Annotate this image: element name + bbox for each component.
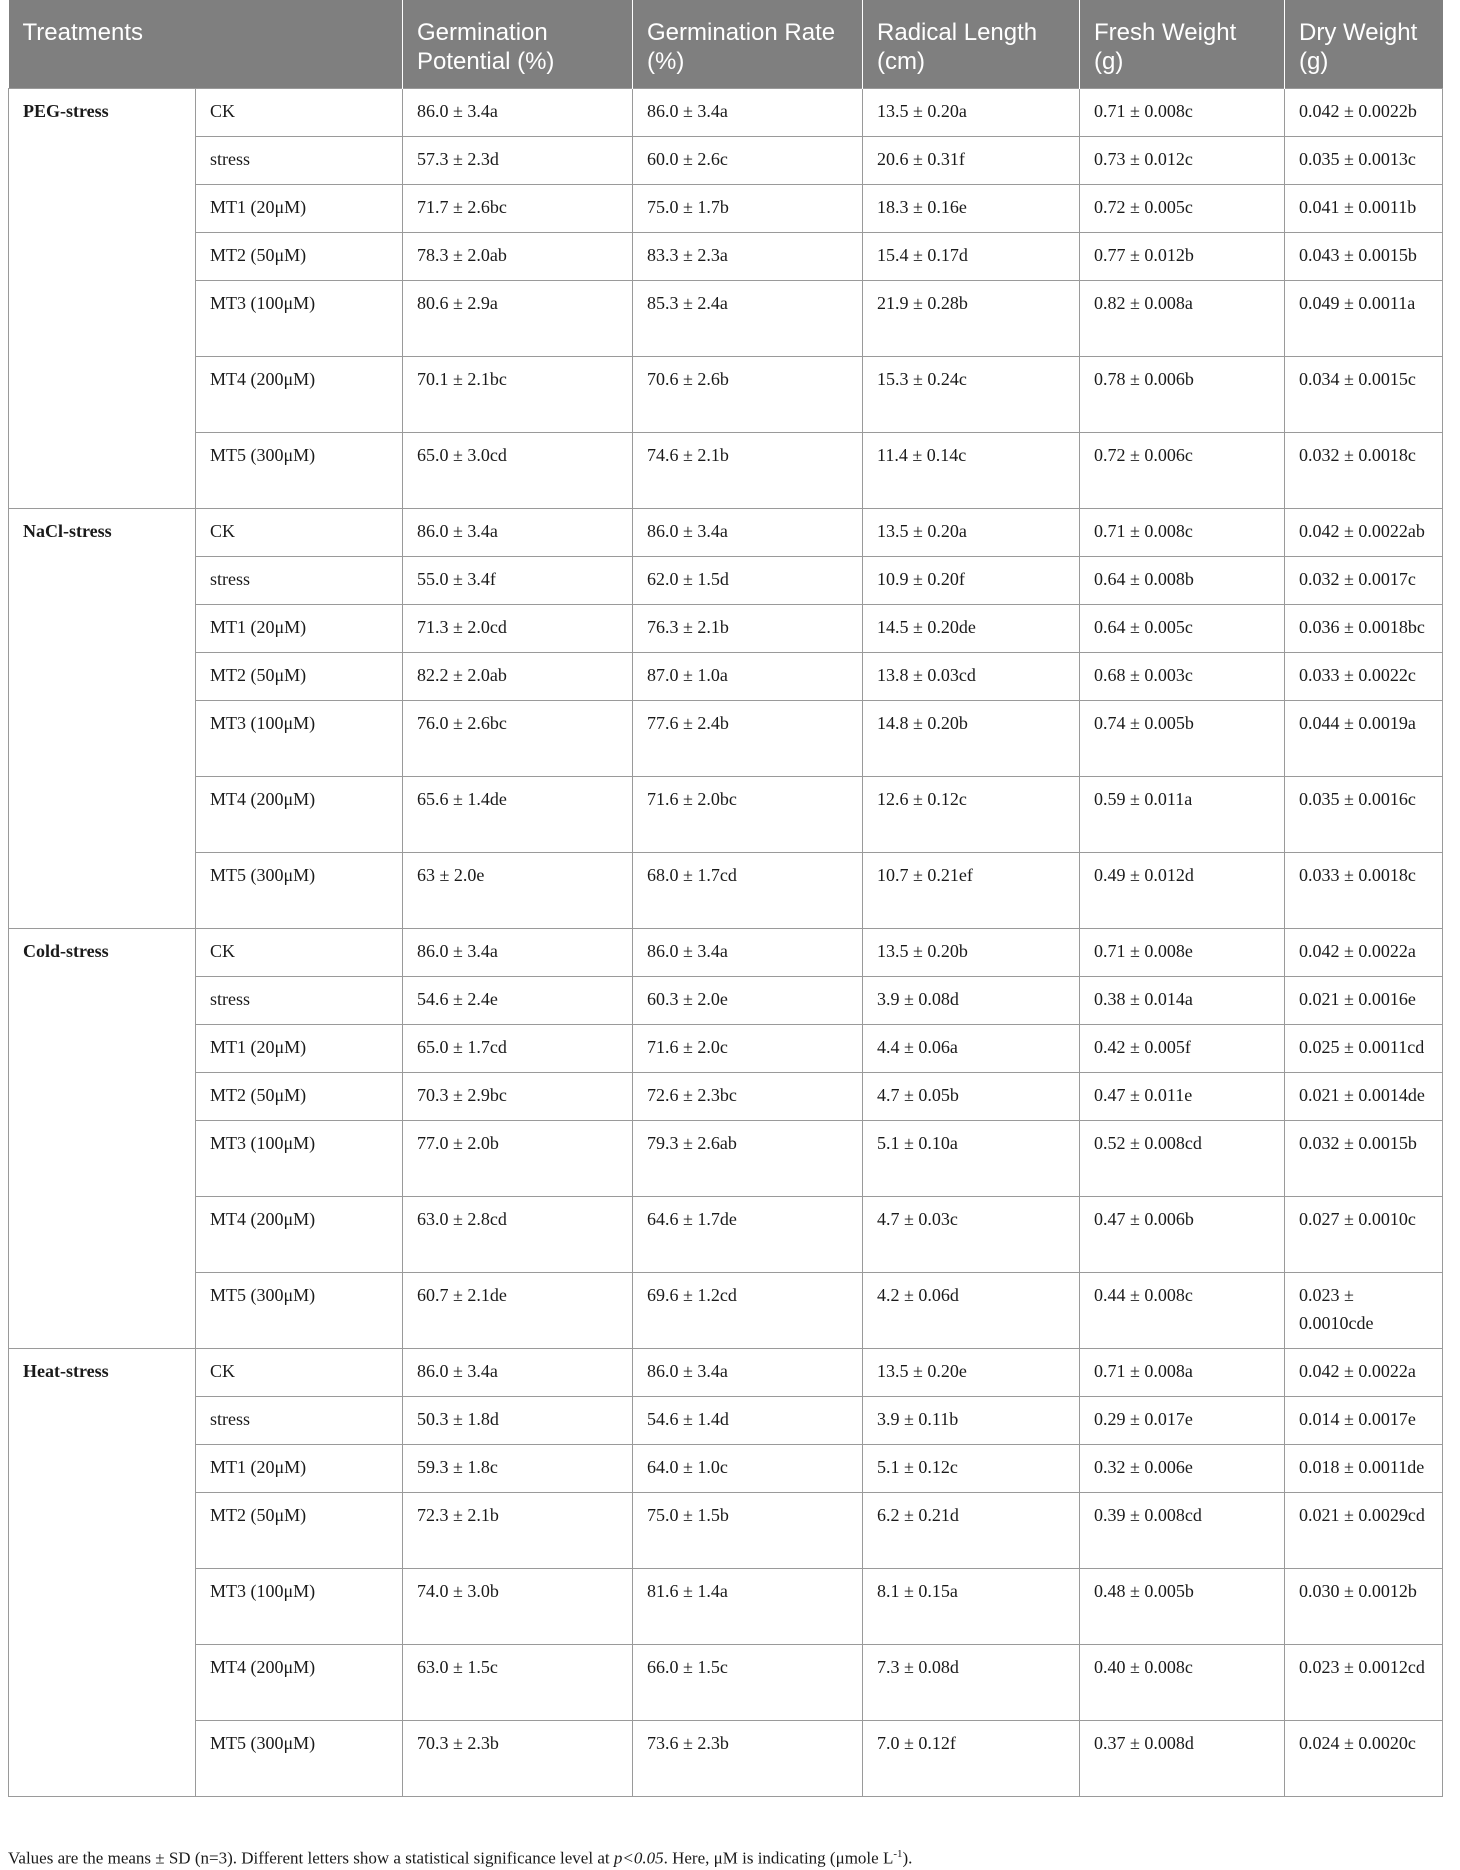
gp-cell: 55.0 ± 3.4f <box>403 556 633 604</box>
rl-cell: 20.6 ± 0.31f <box>863 136 1080 184</box>
gr-cell: 72.6 ± 2.3bc <box>633 1072 863 1120</box>
fw-cell: 0.72 ± 0.006c <box>1080 432 1285 508</box>
gp-cell: 70.3 ± 2.9bc <box>403 1072 633 1120</box>
results-table-container <box>8 0 1442 1797</box>
fw-cell: 0.37 ± 0.008d <box>1080 1720 1285 1796</box>
gr-cell: 83.3 ± 2.3a <box>633 232 863 280</box>
table-row <box>9 136 1443 184</box>
rl-cell: 12.6 ± 0.12c <box>863 776 1080 852</box>
gr-cell: 71.6 ± 2.0bc <box>633 776 863 852</box>
rl-cell: 3.9 ± 0.08d <box>863 976 1080 1024</box>
treatment-cell: MT4 (200μM) <box>196 776 403 852</box>
table-header <box>9 0 1443 88</box>
footnote-text-2: . Here, μM is indicating (μmole L <box>663 1848 894 1868</box>
gr-cell: 54.6 ± 1.4d <box>633 1396 863 1444</box>
table-row <box>9 1444 1443 1492</box>
rl-cell: 10.7 ± 0.21ef <box>863 852 1080 928</box>
gp-cell: 86.0 ± 3.4a <box>403 88 633 136</box>
dw-cell: 0.021 ± 0.0029cd <box>1285 1492 1443 1568</box>
table-row <box>9 432 1443 508</box>
treatment-cell: MT3 (100μM) <box>196 1120 403 1196</box>
rl-cell: 15.4 ± 0.17d <box>863 232 1080 280</box>
table-row <box>9 1644 1443 1720</box>
rl-cell: 6.2 ± 0.21d <box>863 1492 1080 1568</box>
treatment-cell: MT5 (300μM) <box>196 1720 403 1796</box>
footnote-text-1: Values are the means ± SD (n=3). Different letters show a statistical significance level at <box>8 1848 614 1868</box>
gp-cell: 76.0 ± 2.6bc <box>403 700 633 776</box>
fw-cell: 0.71 ± 0.008c <box>1080 88 1285 136</box>
gr-cell: 81.6 ± 1.4a <box>633 1568 863 1644</box>
dw-cell: 0.044 ± 0.0019a <box>1285 700 1443 776</box>
dw-cell: 0.021 ± 0.0014de <box>1285 1072 1443 1120</box>
table-row <box>9 700 1443 776</box>
rl-cell: 18.3 ± 0.16e <box>863 184 1080 232</box>
header-germination-potential: Germination Potential (%) <box>403 0 633 88</box>
header-treatments: Treatments <box>9 0 403 88</box>
dw-cell: 0.034 ± 0.0015c <box>1285 356 1443 432</box>
fw-cell: 0.40 ± 0.008c <box>1080 1644 1285 1720</box>
treatment-cell: MT2 (50μM) <box>196 1072 403 1120</box>
gr-cell: 86.0 ± 3.4a <box>633 928 863 976</box>
rl-cell: 13.5 ± 0.20e <box>863 1348 1080 1396</box>
fw-cell: 0.71 ± 0.008a <box>1080 1348 1285 1396</box>
treatment-cell: MT2 (50μM) <box>196 232 403 280</box>
gr-cell: 79.3 ± 2.6ab <box>633 1120 863 1196</box>
gp-cell: 86.0 ± 3.4a <box>403 928 633 976</box>
table-row <box>9 1396 1443 1444</box>
treatment-cell: stress <box>196 556 403 604</box>
treatment-cell: MT3 (100μM) <box>196 700 403 776</box>
dw-cell: 0.023 ± 0.0012cd <box>1285 1644 1443 1720</box>
treatment-cell: CK <box>196 1348 403 1396</box>
gp-cell: 54.6 ± 2.4e <box>403 976 633 1024</box>
gp-cell: 77.0 ± 2.0b <box>403 1120 633 1196</box>
fw-cell: 0.39 ± 0.008cd <box>1080 1492 1285 1568</box>
gr-cell: 69.6 ± 1.2cd <box>633 1272 863 1348</box>
gr-cell: 64.6 ± 1.7de <box>633 1196 863 1272</box>
table-row <box>9 776 1443 852</box>
gr-cell: 68.0 ± 1.7cd <box>633 852 863 928</box>
dw-cell: 0.035 ± 0.0016c <box>1285 776 1443 852</box>
fw-cell: 0.82 ± 0.008a <box>1080 280 1285 356</box>
treatment-cell: CK <box>196 928 403 976</box>
results-table <box>8 0 1443 1797</box>
treatment-cell: CK <box>196 508 403 556</box>
gr-cell: 75.0 ± 1.7b <box>633 184 863 232</box>
dw-cell: 0.043 ± 0.0015b <box>1285 232 1443 280</box>
table-row <box>9 356 1443 432</box>
fw-cell: 0.38 ± 0.014a <box>1080 976 1285 1024</box>
dw-cell: 0.024 ± 0.0020c <box>1285 1720 1443 1796</box>
treatment-cell: MT4 (200μM) <box>196 1196 403 1272</box>
table-row <box>9 1348 1443 1396</box>
rl-cell: 13.5 ± 0.20b <box>863 928 1080 976</box>
table-row <box>9 1272 1443 1348</box>
fw-cell: 0.77 ± 0.012b <box>1080 232 1285 280</box>
group-label: Cold-stress <box>9 928 196 1348</box>
fw-cell: 0.64 ± 0.008b <box>1080 556 1285 604</box>
rl-cell: 5.1 ± 0.10a <box>863 1120 1080 1196</box>
gr-cell: 62.0 ± 1.5d <box>633 556 863 604</box>
header-radical-length: Radical Length (cm) <box>863 0 1080 88</box>
footnote-superscript: -1 <box>893 1848 903 1860</box>
table-row <box>9 928 1443 976</box>
fw-cell: 0.71 ± 0.008c <box>1080 508 1285 556</box>
dw-cell: 0.049 ± 0.0011a <box>1285 280 1443 356</box>
fw-cell: 0.48 ± 0.005b <box>1080 1568 1285 1644</box>
fw-cell: 0.49 ± 0.012d <box>1080 852 1285 928</box>
treatment-cell: MT1 (20μM) <box>196 604 403 652</box>
table-body <box>9 88 1443 1796</box>
rl-cell: 7.3 ± 0.08d <box>863 1644 1080 1720</box>
rl-cell: 13.8 ± 0.03cd <box>863 652 1080 700</box>
dw-cell: 0.014 ± 0.0017e <box>1285 1396 1443 1444</box>
rl-cell: 10.9 ± 0.20f <box>863 556 1080 604</box>
footnote-p-value: p<0.05 <box>613 1848 664 1868</box>
dw-cell: 0.021 ± 0.0016e <box>1285 976 1443 1024</box>
gr-cell: 64.0 ± 1.0c <box>633 1444 863 1492</box>
dw-cell: 0.018 ± 0.0011de <box>1285 1444 1443 1492</box>
rl-cell: 4.7 ± 0.03c <box>863 1196 1080 1272</box>
rl-cell: 21.9 ± 0.28b <box>863 280 1080 356</box>
treatment-cell: MT1 (20μM) <box>196 1024 403 1072</box>
dw-cell: 0.042 ± 0.0022a <box>1285 928 1443 976</box>
gp-cell: 65.0 ± 3.0cd <box>403 432 633 508</box>
footnote-text-3: ). <box>902 1848 913 1868</box>
gp-cell: 80.6 ± 2.9a <box>403 280 633 356</box>
dw-cell: 0.032 ± 0.0015b <box>1285 1120 1443 1196</box>
fw-cell: 0.59 ± 0.011a <box>1080 776 1285 852</box>
treatment-cell: MT3 (100μM) <box>196 1568 403 1644</box>
table-row <box>9 1568 1443 1644</box>
dw-cell: 0.032 ± 0.0018c <box>1285 432 1443 508</box>
treatment-cell: MT3 (100μM) <box>196 280 403 356</box>
rl-cell: 7.0 ± 0.12f <box>863 1720 1080 1796</box>
gp-cell: 71.3 ± 2.0cd <box>403 604 633 652</box>
treatment-cell: MT2 (50μM) <box>196 1492 403 1568</box>
rl-cell: 8.1 ± 0.15a <box>863 1568 1080 1644</box>
fw-cell: 0.64 ± 0.005c <box>1080 604 1285 652</box>
gr-cell: 87.0 ± 1.0a <box>633 652 863 700</box>
gr-cell: 71.6 ± 2.0c <box>633 1024 863 1072</box>
gp-cell: 60.7 ± 2.1de <box>403 1272 633 1348</box>
gp-cell: 57.3 ± 2.3d <box>403 136 633 184</box>
fw-cell: 0.42 ± 0.005f <box>1080 1024 1285 1072</box>
gp-cell: 82.2 ± 2.0ab <box>403 652 633 700</box>
table-row <box>9 1024 1443 1072</box>
treatment-cell: MT1 (20μM) <box>196 184 403 232</box>
group-label: PEG-stress <box>9 88 196 508</box>
table-row <box>9 232 1443 280</box>
rl-cell: 3.9 ± 0.11b <box>863 1396 1080 1444</box>
dw-cell: 0.036 ± 0.0018bc <box>1285 604 1443 652</box>
fw-cell: 0.71 ± 0.008e <box>1080 928 1285 976</box>
fw-cell: 0.52 ± 0.008cd <box>1080 1120 1285 1196</box>
gr-cell: 66.0 ± 1.5c <box>633 1644 863 1720</box>
dw-cell: 0.033 ± 0.0018c <box>1285 852 1443 928</box>
treatment-cell: MT2 (50μM) <box>196 652 403 700</box>
fw-cell: 0.47 ± 0.011e <box>1080 1072 1285 1120</box>
table-row <box>9 88 1443 136</box>
header-germination-rate: Germination Rate (%) <box>633 0 863 88</box>
rl-cell: 15.3 ± 0.24c <box>863 356 1080 432</box>
dw-cell: 0.041 ± 0.0011b <box>1285 184 1443 232</box>
gp-cell: 86.0 ± 3.4a <box>403 1348 633 1396</box>
treatment-cell: MT5 (300μM) <box>196 432 403 508</box>
gp-cell: 63.0 ± 2.8cd <box>403 1196 633 1272</box>
dw-cell: 0.025 ± 0.0011cd <box>1285 1024 1443 1072</box>
dw-cell: 0.023 ± 0.0010cde <box>1285 1272 1443 1348</box>
table-row <box>9 280 1443 356</box>
rl-cell: 14.5 ± 0.20de <box>863 604 1080 652</box>
fw-cell: 0.29 ± 0.017e <box>1080 1396 1285 1444</box>
dw-cell: 0.027 ± 0.0010c <box>1285 1196 1443 1272</box>
gp-cell: 63 ± 2.0e <box>403 852 633 928</box>
fw-cell: 0.74 ± 0.005b <box>1080 700 1285 776</box>
gp-cell: 72.3 ± 2.1b <box>403 1492 633 1568</box>
table-row <box>9 1720 1443 1796</box>
table-row <box>9 508 1443 556</box>
gr-cell: 74.6 ± 2.1b <box>633 432 863 508</box>
gp-cell: 70.1 ± 2.1bc <box>403 356 633 432</box>
dw-cell: 0.033 ± 0.0022c <box>1285 652 1443 700</box>
table-row <box>9 604 1443 652</box>
treatment-cell: stress <box>196 1396 403 1444</box>
treatment-cell: MT5 (300μM) <box>196 1272 403 1348</box>
gp-cell: 70.3 ± 2.3b <box>403 1720 633 1796</box>
rl-cell: 4.4 ± 0.06a <box>863 1024 1080 1072</box>
treatment-cell: MT4 (200μM) <box>196 356 403 432</box>
header-fresh-weight: Fresh Weight (g) <box>1080 0 1285 88</box>
gr-cell: 77.6 ± 2.4b <box>633 700 863 776</box>
gr-cell: 73.6 ± 2.3b <box>633 1720 863 1796</box>
table-row <box>9 556 1443 604</box>
fw-cell: 0.44 ± 0.008c <box>1080 1272 1285 1348</box>
rl-cell: 13.5 ± 0.20a <box>863 508 1080 556</box>
table-row <box>9 976 1443 1024</box>
treatment-cell: MT5 (300μM) <box>196 852 403 928</box>
gp-cell: 63.0 ± 1.5c <box>403 1644 633 1720</box>
dw-cell: 0.042 ± 0.0022ab <box>1285 508 1443 556</box>
rl-cell: 4.7 ± 0.05b <box>863 1072 1080 1120</box>
gp-cell: 65.6 ± 1.4de <box>403 776 633 852</box>
gr-cell: 60.0 ± 2.6c <box>633 136 863 184</box>
dw-cell: 0.042 ± 0.0022b <box>1285 88 1443 136</box>
gr-cell: 85.3 ± 2.4a <box>633 280 863 356</box>
treatment-cell: CK <box>196 88 403 136</box>
gp-cell: 74.0 ± 3.0b <box>403 1568 633 1644</box>
table-footnote <box>8 1843 1448 1870</box>
group-label: Heat-stress <box>9 1348 196 1796</box>
treatment-cell: MT1 (20μM) <box>196 1444 403 1492</box>
gr-cell: 86.0 ± 3.4a <box>633 88 863 136</box>
table-row <box>9 184 1443 232</box>
rl-cell: 14.8 ± 0.20b <box>863 700 1080 776</box>
fw-cell: 0.68 ± 0.003c <box>1080 652 1285 700</box>
table-row <box>9 1196 1443 1272</box>
treatment-cell: stress <box>196 136 403 184</box>
table-row <box>9 852 1443 928</box>
gr-cell: 70.6 ± 2.6b <box>633 356 863 432</box>
rl-cell: 4.2 ± 0.06d <box>863 1272 1080 1348</box>
rl-cell: 11.4 ± 0.14c <box>863 432 1080 508</box>
gr-cell: 86.0 ± 3.4a <box>633 1348 863 1396</box>
gp-cell: 65.0 ± 1.7cd <box>403 1024 633 1072</box>
treatment-cell: MT4 (200μM) <box>196 1644 403 1720</box>
gp-cell: 78.3 ± 2.0ab <box>403 232 633 280</box>
dw-cell: 0.035 ± 0.0013c <box>1285 136 1443 184</box>
dw-cell: 0.042 ± 0.0022a <box>1285 1348 1443 1396</box>
fw-cell: 0.72 ± 0.005c <box>1080 184 1285 232</box>
rl-cell: 13.5 ± 0.20a <box>863 88 1080 136</box>
fw-cell: 0.73 ± 0.012c <box>1080 136 1285 184</box>
header-dry-weight: Dry Weight (g) <box>1285 0 1443 88</box>
table-row <box>9 1492 1443 1568</box>
gr-cell: 75.0 ± 1.5b <box>633 1492 863 1568</box>
fw-cell: 0.32 ± 0.006e <box>1080 1444 1285 1492</box>
gp-cell: 59.3 ± 1.8c <box>403 1444 633 1492</box>
fw-cell: 0.47 ± 0.006b <box>1080 1196 1285 1272</box>
fw-cell: 0.78 ± 0.006b <box>1080 356 1285 432</box>
gp-cell: 86.0 ± 3.4a <box>403 508 633 556</box>
table-row <box>9 652 1443 700</box>
gr-cell: 60.3 ± 2.0e <box>633 976 863 1024</box>
gr-cell: 86.0 ± 3.4a <box>633 508 863 556</box>
gp-cell: 50.3 ± 1.8d <box>403 1396 633 1444</box>
treatment-cell: stress <box>196 976 403 1024</box>
rl-cell: 5.1 ± 0.12c <box>863 1444 1080 1492</box>
group-label: NaCl-stress <box>9 508 196 928</box>
dw-cell: 0.032 ± 0.0017c <box>1285 556 1443 604</box>
gp-cell: 71.7 ± 2.6bc <box>403 184 633 232</box>
table-row <box>9 1120 1443 1196</box>
gr-cell: 76.3 ± 2.1b <box>633 604 863 652</box>
table-row <box>9 1072 1443 1120</box>
dw-cell: 0.030 ± 0.0012b <box>1285 1568 1443 1644</box>
header-row <box>9 0 1443 88</box>
